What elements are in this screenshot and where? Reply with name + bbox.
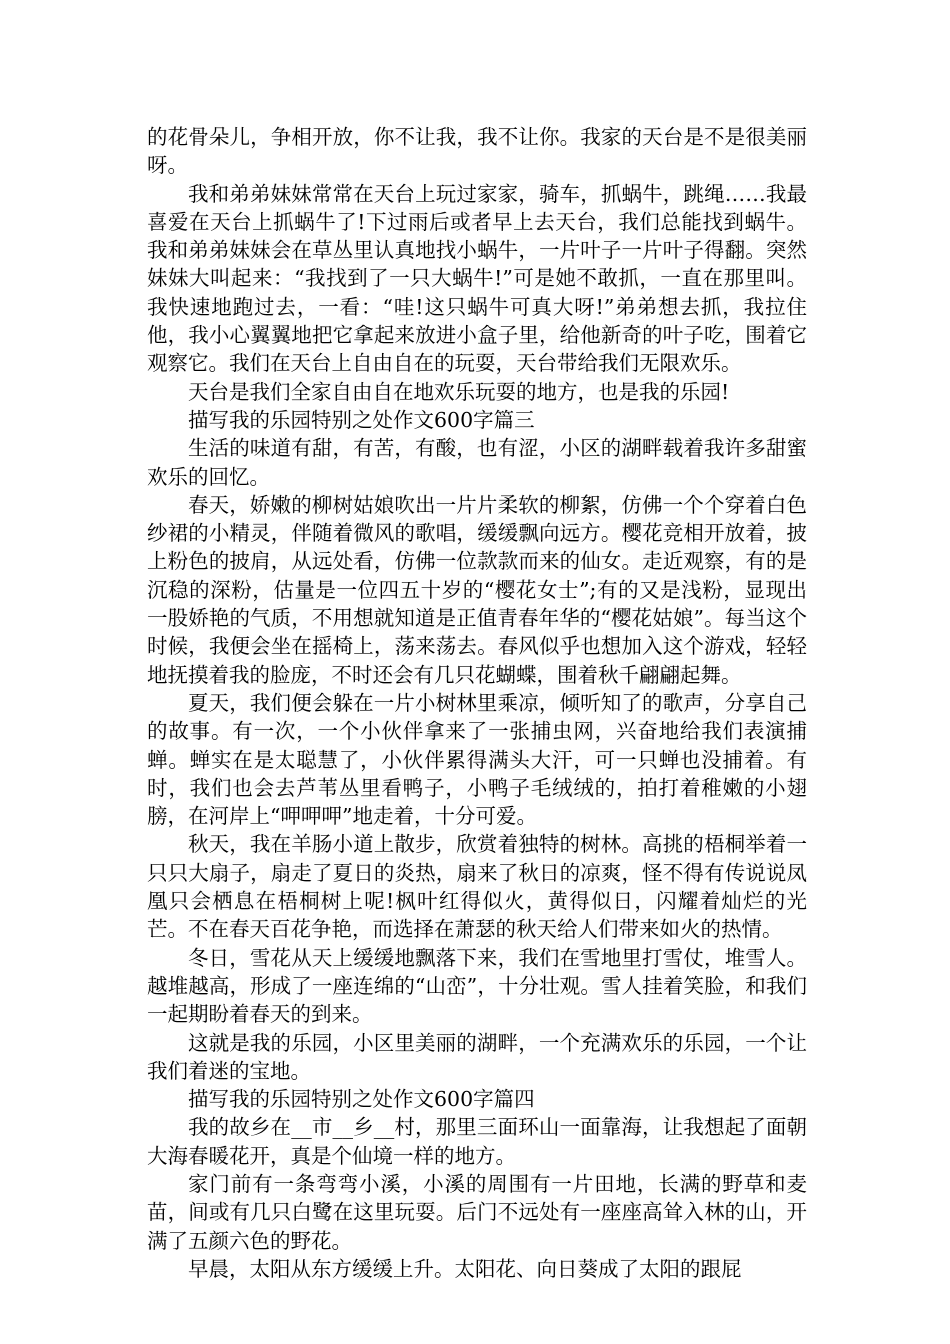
document-page <box>147 123 807 1283</box>
section-heading-3: 描写我的乐园特别之处作文600字篇三 <box>188 407 535 432</box>
section-heading-4: 描写我的乐园特别之处作文600字篇四 <box>188 1087 535 1112</box>
paragraph-conclusion: 这就是我的乐园，小区里美丽的湖畔，一个充满欢乐的乐园，一个让我们着迷的宝地。 <box>147 1030 807 1083</box>
paragraph-4: 生活的味道有甜，有苦，有酸，也有涩，小区的湖畔载着我许多甜蜜欢乐的回忆。 <box>147 436 807 489</box>
paragraph-2: 我和弟弟妹妹常常在天台上玩过家家，骑车，抓蜗牛，跳绳……我最喜爱在天台上抓蜗牛了!下过雨后或者早上去天台，我们总能找到蜗牛。我和弟弟妹妹会在草丛里认真地找小蜗牛，一片叶子一片叶子得翻。突然妹妹大叫起来：“我找到了一只大蜗牛!”可是她不敢抓，一直在那里叫。我快速地跑过去，一看：“哇!这只蜗牛可真大呀!”弟弟想去抓，我拉住他，我小心翼翼地把它拿起来放进小盒子里，给他新奇的叶子吃，围着它观察它。我们在天台上自由自在的玩耍，天台带给我们无限欢乐。 <box>147 181 807 376</box>
paragraph-1: 的花骨朵儿，争相开放，你不让我，我不让你。我家的天台是不是很美丽呀。 <box>147 125 807 178</box>
paragraph-morning: 早晨，太阳从东方缓缓上升。太阳花、向日葵成了太阳的跟屁 <box>188 1256 742 1281</box>
paragraph-3: 天台是我们全家自由自在地欢乐玩耍的地方，也是我的乐园! <box>188 379 730 404</box>
paragraph-winter: 冬日，雪花从天上缓缓地飘落下来，我们在雪地里打雪仗，堆雪人。越堆越高，形成了一座连绵的“山峦”，十分壮观。雪人挂着笑脸，和我们一起期盼着春天的到来。 <box>147 945 807 1027</box>
paragraph-stream: 家门前有一条弯弯小溪，小溪的周围有一片田地，长满的野草和麦苗，间或有几只白鹭在这里玩耍。后门不远处有一座座高耸入林的山，开满了五颜六色的野花。 <box>147 1171 807 1253</box>
paragraph-hometown: 我的故乡在__市__乡__村，那里三面环山一面靠海，让我想起了面朝大海春暖花开，真是个仙境一样的地方。 <box>147 1115 807 1168</box>
paragraph-spring: 春天，娇嫩的柳树姑娘吹出一片片柔软的柳絮，仿佛一个个穿着白色纱裙的小精灵，伴随着微风的歌唱，缓缓飘向远方。樱花竞相开放着，披上粉色的披肩，从远处看，仿佛一位款款而来的仙女。走近观察，有的是沉稳的深粉，估量是一位四五十岁的“樱花女士”;有的又是浅粉，显现出一股娇艳的气质，不用想就知道是正值青春年华的“樱花姑娘”。每当这个时候，我便会坐在摇椅上，荡来荡去。春风似乎也想加入这个游戏，轻轻地抚摸着我的脸庞，不时还会有几只花蝴蝶，围着秋千翩翩起舞。 <box>147 492 807 687</box>
paragraph-summer: 夏天，我们便会躲在一片小树林里乘凉，倾听知了的歌声，分享自己的故事。有一次，一个小伙伴拿来了一张捕虫网，兴奋地给我们表演捕蝉。蝉实在是太聪慧了，小伙伴累得满头大汗，可一只蝉也没捕着。有时，我们也会去芦苇丛里看鸭子，小鸭子毛绒绒的，拍打着稚嫩的小翅膀，在河岸上“呷呷呷”地走着，十分可爱。 <box>147 690 807 829</box>
paragraph-autumn: 秋天，我在羊肠小道上散步，欣赏着独特的树林。高挑的梧桐举着一只只大扇子，扇走了夏日的炎热，扇来了秋日的凉爽，怪不得有传说说凤凰只会栖息在梧桐树上呢!枫叶红得似火，黄得似日，闪耀着灿烂的光芒。不在春天百花争艳，而选择在萧瑟的秋天给人们带来如火的热情。 <box>147 832 807 942</box>
